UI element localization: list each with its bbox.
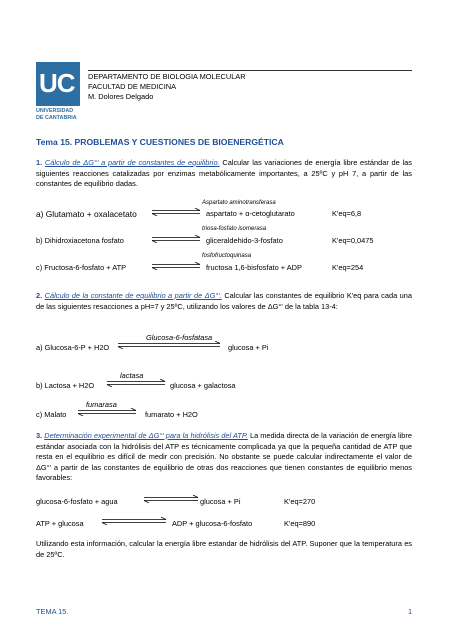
equilibrium-arrow-icon <box>105 379 167 387</box>
question-3-heading: Determinación experimental de ΔG°' para la hidrólisis del ATP. <box>44 431 248 440</box>
question-1-heading: Cálculo de ΔG°' a partir de constantes de equilibrio. <box>44 158 220 167</box>
enzyme-label: Glucosa-6-fosfatasa <box>146 333 213 342</box>
enzyme-label: Aspartato aminotransferasa <box>202 200 276 206</box>
equilibrium-constant: K'eq=0,0475 <box>332 236 374 245</box>
logo-sub2: DE CANTABRIA <box>36 115 77 121</box>
enzyme-label: fumarasa <box>86 400 117 409</box>
equilibrium-constant: K'eq=254 <box>332 263 364 272</box>
question-3-closing: Utilizando esta información, calcular la energía libre estandar de hidrólisis del ATP. Suponer que la temperatura es de 25ºC. <box>36 539 412 559</box>
enzyme-label: triosa-fosfato isomerasa <box>202 226 267 232</box>
reaction-left: a) Glucosa-6-P + H2O <box>36 343 110 352</box>
reaction-left: c) Malato <box>36 410 67 419</box>
equilibrium-arrow-icon <box>100 517 168 525</box>
reaction-left: glucosa-6-fosfato + agua <box>36 497 118 506</box>
enzyme-label: lactasa <box>120 371 144 380</box>
question-1-body: Calcular las variaciones de energía libre estándar de las siguientes reacciones catalizadas por enzimas metabólicamente importantes, a 25ºC y pH 7, a partir de las constantes de equilibrio dadas. <box>36 158 412 189</box>
equilibrium-arrow-icon <box>142 495 200 503</box>
equilibrium-arrow-icon <box>150 262 202 270</box>
footer-label: TEMA 15. <box>36 607 69 616</box>
question-1-number: 1. <box>36 158 43 167</box>
reaction-right: glucosa + Pi <box>200 497 241 506</box>
question-2-text <box>36 291 412 312</box>
logo-sub1: UNIVERSIDAD <box>36 108 74 114</box>
question-3-number: 3. <box>36 431 43 440</box>
question-3-body: La medida directa de la variación de energía libre estándar asociada con la hidrólisis del ATP es técnicamente complicada ya que la pequeña cantidad de ATP que resta en el equilibrio es difícil de medir con precisión. No obstante se puede calcular indirectamente el valor de ΔG°' a partir de las constantes de equilibrio de otras dos reacciones que tienen constantes de equilibrio menos favorables: <box>36 431 412 483</box>
reaction-right: aspartato + α-cetoglutarato <box>206 209 295 218</box>
header-rule <box>88 70 412 71</box>
reaction-left: a) Glutamato + oxalacetato <box>36 209 137 219</box>
reaction-right: fructosa 1,6-bisfosfato + ADP <box>206 263 302 272</box>
reaction-left: b) Dihidroxiacetona fosfato <box>36 236 124 245</box>
question-3-text <box>36 431 412 484</box>
logo-letters: UC <box>39 68 75 98</box>
faculty-name: FACULTAD DE MEDICINA <box>88 82 177 91</box>
reaction-right: gliceraldehido-3-fosfato <box>206 236 283 245</box>
equilibrium-constant: K'eq=6,8 <box>332 209 362 218</box>
equilibrium-constant: K'eq=890 <box>284 519 316 528</box>
reaction-right: glucosa + Pi <box>228 343 269 352</box>
reaction-left: ATP + glucosa <box>36 519 84 528</box>
reaction-right: glucosa + galactosa <box>170 381 236 390</box>
author-name: M. Dolores Delgado <box>88 92 154 101</box>
reaction-right: fumarato + H2O <box>145 410 198 419</box>
reaction-left: b) Lactosa + H2O <box>36 381 95 390</box>
department-name: DEPARTAMENTO DE BIOLOGIA MOLECULAR <box>88 72 246 81</box>
question-2-number: 2. <box>36 291 43 300</box>
question-2-heading: Cálculo de la constante de equilibrio a partir de ΔG°'. <box>44 291 222 300</box>
equilibrium-arrow-icon <box>116 341 222 349</box>
university-logo <box>36 62 80 124</box>
equilibrium-arrow-icon <box>150 235 202 243</box>
reaction-right: ADP + glucosa-6-fosfato <box>172 519 253 528</box>
page-title: Tema 15. PROBLEMAS Y CUESTIONES DE BIOENERGÉTICA <box>36 137 284 147</box>
question-1-text <box>36 158 412 190</box>
equilibrium-arrow-icon <box>150 208 202 216</box>
enzyme-label: fosfofructoquinasa <box>202 253 252 259</box>
equilibrium-arrow-icon <box>76 408 138 416</box>
equilibrium-constant: K'eq=270 <box>284 497 316 506</box>
page-number: 1 <box>408 607 413 616</box>
reaction-left: c) Fructosa-6-fosfato + ATP <box>36 263 127 272</box>
question-2-body: Calcular las constantes de equilibrio K'eq para cada una de las siguientes resacciones a pH=7 y 25ºC, utilizando los valores de ΔG°' de la tabla 13-4: <box>36 291 413 311</box>
